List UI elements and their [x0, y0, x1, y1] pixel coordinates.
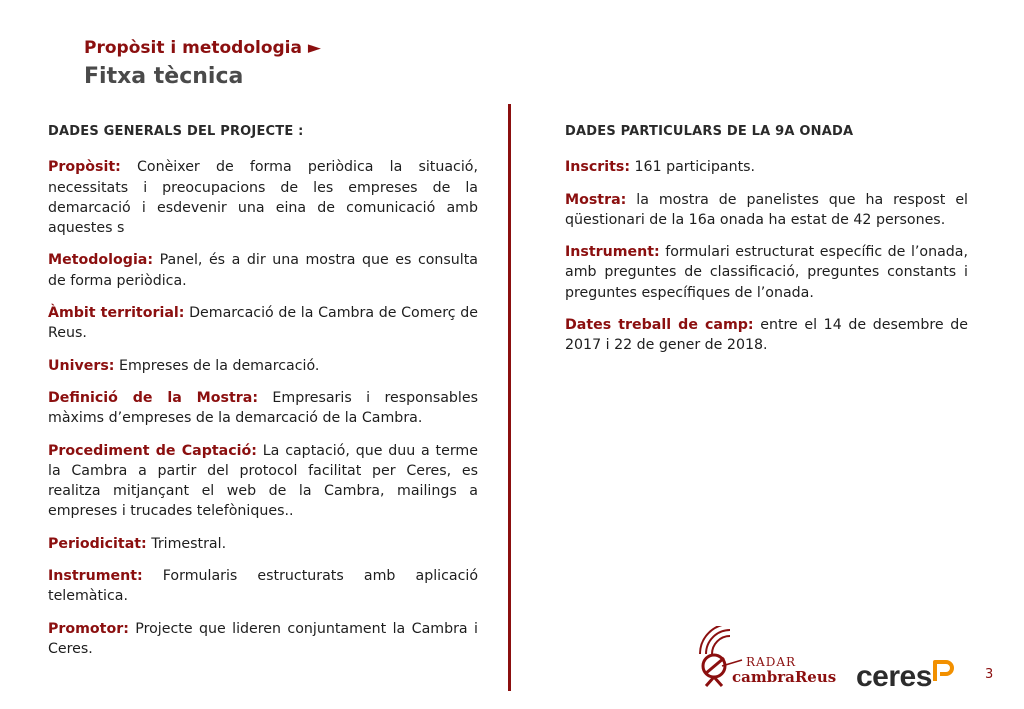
slide-header	[84, 36, 321, 92]
page-number: 3	[985, 667, 994, 682]
item-text: Panel, és a dir una mostra que es consulta de forma periòdica.	[48, 252, 478, 289]
item-metodologia	[48, 250, 478, 291]
item-procediment-captacio	[48, 441, 478, 522]
item-label: Periodicitat:	[48, 535, 147, 552]
item-inscrits	[565, 157, 968, 177]
item-text: Empresaris i responsables màxims d’empreses de la demarcació de la Cambra.	[48, 389, 478, 427]
item-label: Instrument:	[48, 568, 143, 585]
item-label: Procediment de Captació:	[48, 442, 257, 459]
item-instrument	[48, 566, 478, 607]
ceres-logo-text: ceres	[856, 660, 932, 693]
section-subtitle: Propòsit i metodologia ►	[84, 38, 321, 58]
item-text: Trimestral.	[146, 535, 227, 552]
item-instrument-onada	[565, 242, 968, 303]
item-text: La captació, que duu a terme la Cambra a partir del protocol facilitat per Ceres, es realitza mitjançant el web de la Cambra, mailings a empreses i trucades telefòniques..	[48, 442, 478, 520]
item-label: Àmbit territorial:	[48, 305, 185, 322]
wave-data-heading: DADES PARTICULARS DE LA 9A ONADA	[565, 124, 854, 139]
item-univers	[48, 356, 478, 376]
wave-data-column	[565, 122, 968, 368]
item-proposit	[48, 157, 478, 238]
item-label: Univers:	[48, 357, 115, 374]
item-periodicitat	[48, 534, 478, 554]
item-text: Conèixer de forma periòdica la situació, necessitats i preocupacions de les empreses de la demarcació i esdevenir una eina de comunicació amb aquestes s	[48, 159, 478, 237]
radar-logo-text: RADAR	[746, 655, 797, 669]
item-text: formulari estructurat específic de l’onada, amb preguntes de classificació, preguntes constants i preguntes específiques de l’onada.	[565, 244, 968, 301]
item-promotor	[48, 619, 478, 660]
item-label: Metodologia:	[48, 252, 154, 269]
item-text: Projecte que lideren conjuntament la Cambra i Ceres.	[48, 620, 478, 657]
item-label: Promotor:	[48, 620, 129, 637]
item-label: Instrument:	[565, 244, 660, 261]
general-data-column	[48, 122, 478, 671]
item-definicio-mostra	[48, 388, 478, 429]
item-label: Inscrits:	[565, 159, 630, 176]
ceres-logo-mark-icon	[932, 659, 954, 683]
item-mostra	[565, 190, 968, 231]
item-text: Demarcació de la Cambra de Comerç de Reus.	[48, 305, 478, 342]
item-text: la mostra de panelistes que ha respost el qüestionari de la 16a onada ha estat de 42 persones.	[565, 191, 968, 228]
page-title: Fitxa tècnica	[84, 64, 244, 89]
cambra-reus-logo-text: cambraReus	[732, 668, 837, 686]
item-text: entre el 14 de desembre de 2017 i 22 de gener de 2018.	[565, 317, 968, 354]
item-text: 161 participants.	[630, 159, 756, 176]
item-text: Formularis estructurats amb aplicació telemàtica.	[48, 568, 478, 605]
item-text: Empreses de la demarcació.	[114, 357, 320, 374]
item-dates-treball-camp	[565, 315, 968, 356]
footer-logos	[694, 626, 964, 696]
item-label: Dates treball de camp:	[565, 317, 754, 334]
item-label: Propòsit:	[48, 159, 121, 176]
column-divider	[508, 104, 511, 691]
general-data-heading: DADES GENERALS DEL PROJECTE :	[48, 124, 304, 139]
item-label: Definició de la Mostra:	[48, 389, 259, 406]
item-label: Mostra:	[565, 191, 627, 208]
item-ambit-territorial	[48, 303, 478, 344]
